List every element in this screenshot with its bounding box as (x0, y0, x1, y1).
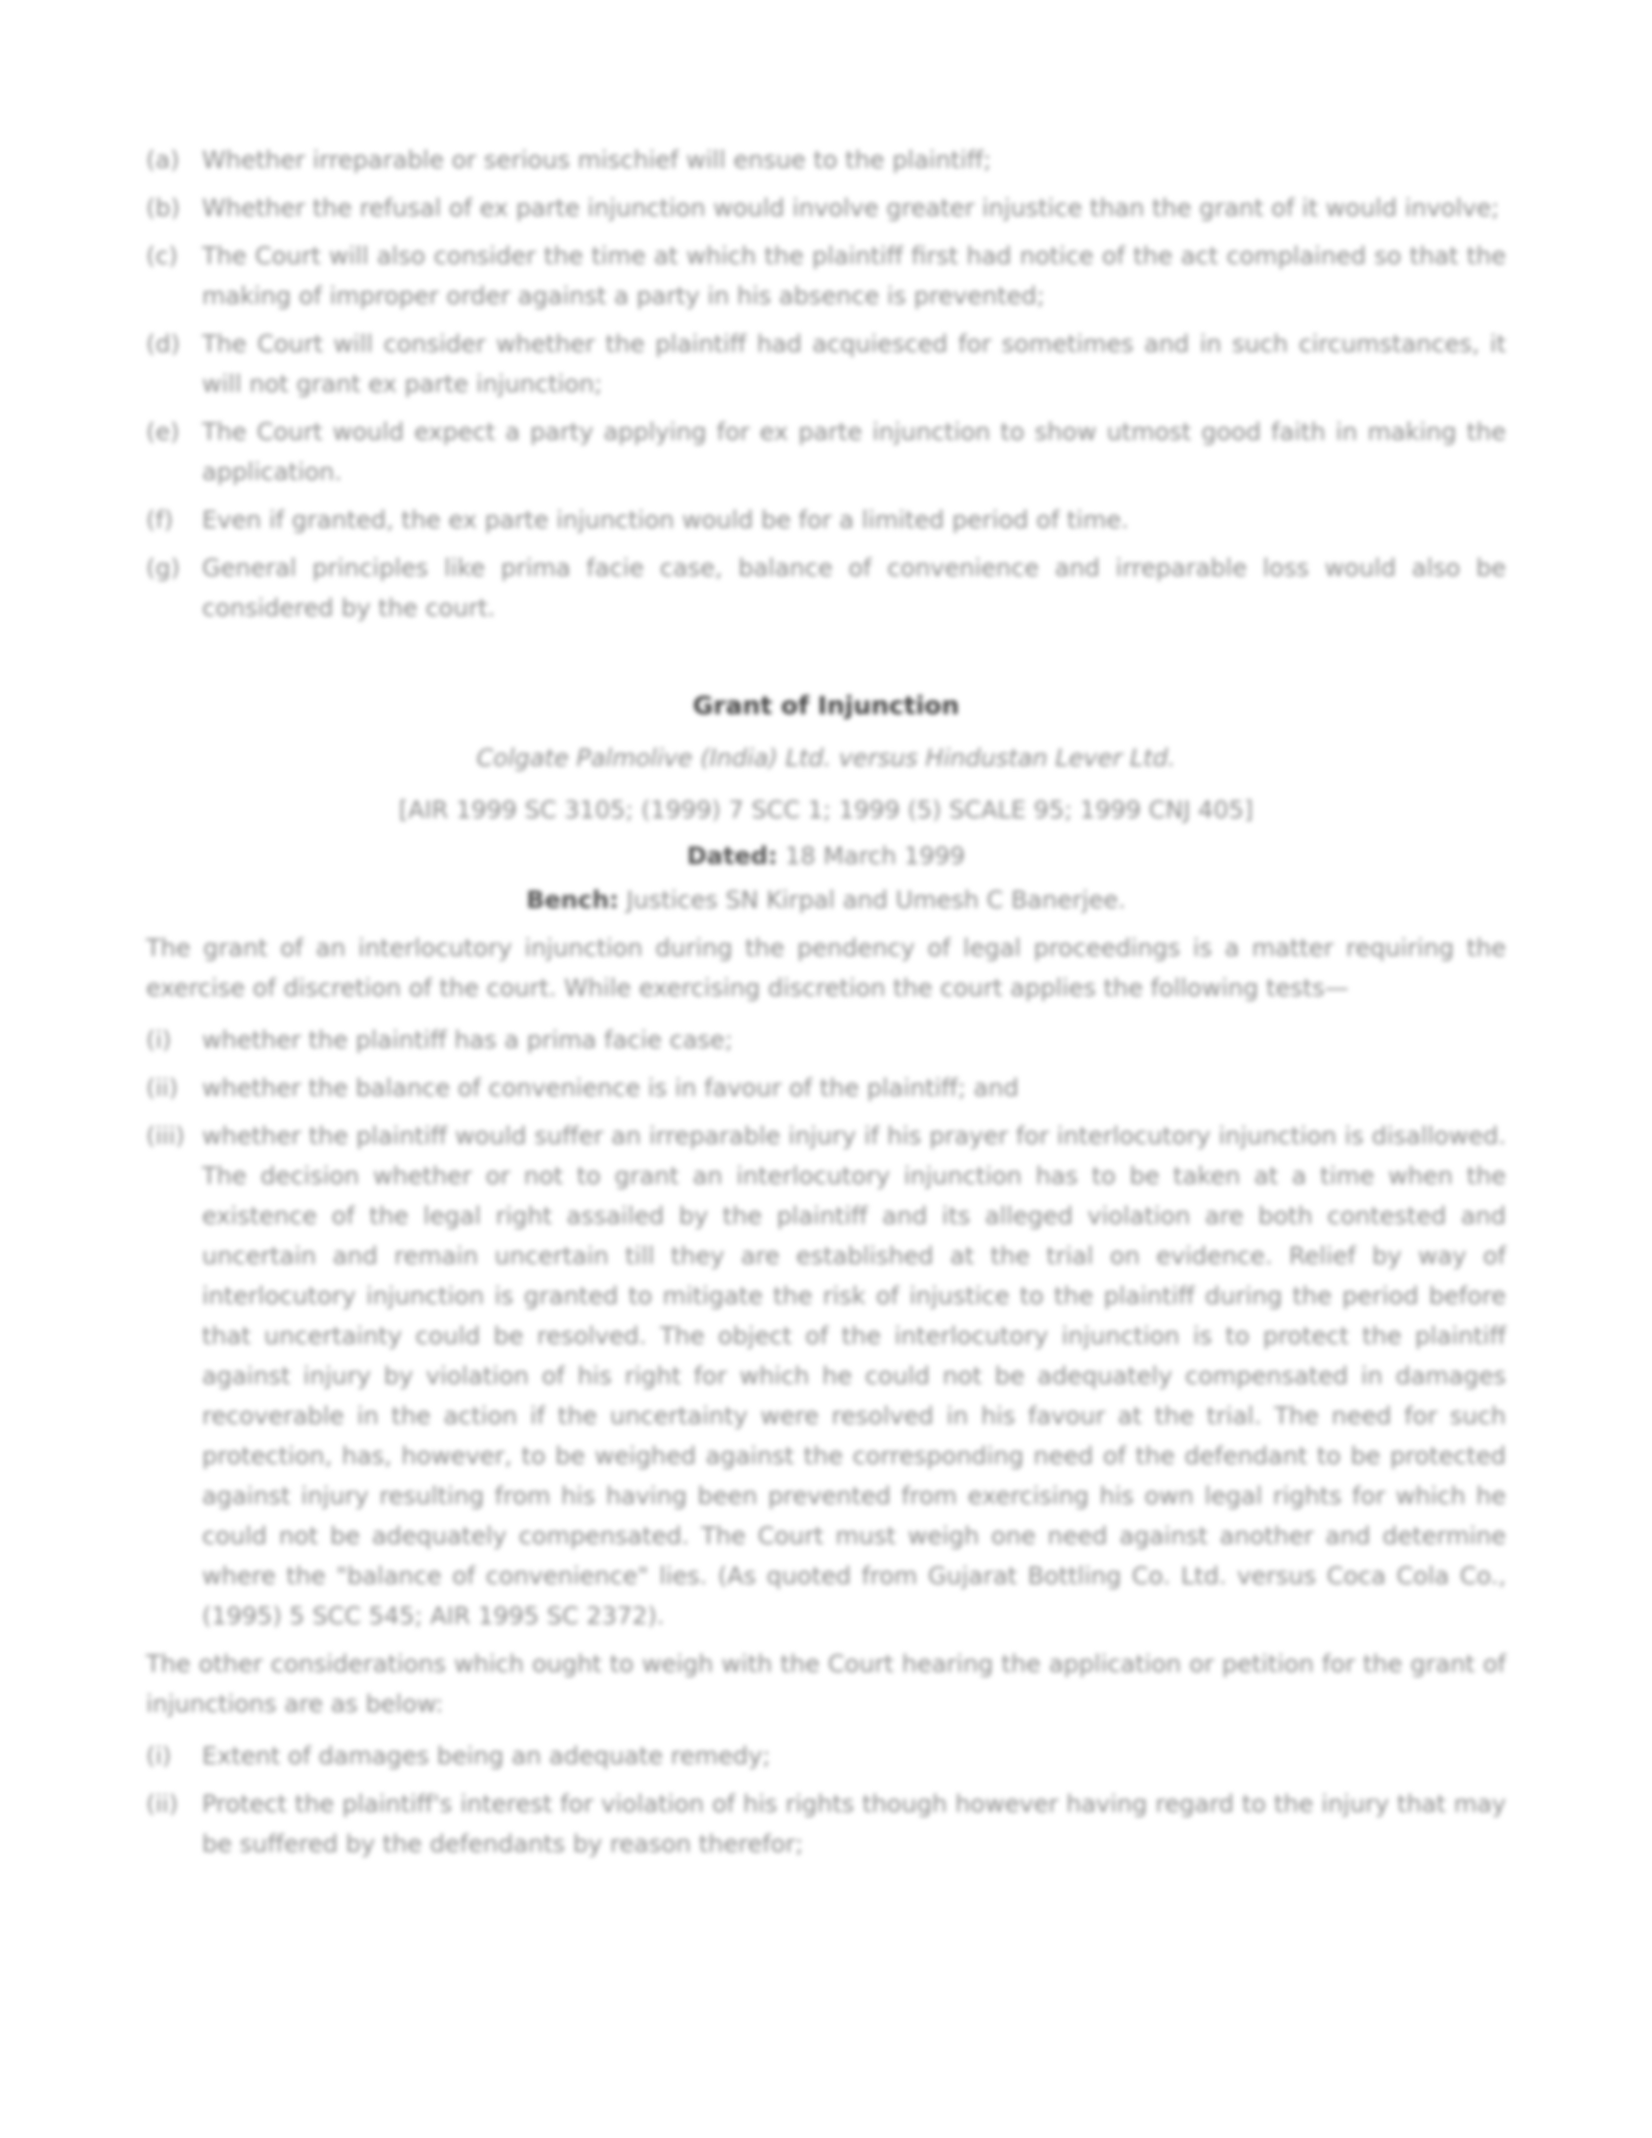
list-marker: (ii) (146, 1074, 179, 1102)
list-item (146, 1784, 1506, 1864)
list-marker: (g) (146, 554, 180, 582)
bench-label: Bench: (526, 886, 619, 914)
list-item-text: The Court will also consider the time at which the plaintiff first had notice of the act complained so that the making of improper order against a party in his absence is prevented; (202, 242, 1506, 310)
list-marker: (a) (146, 146, 180, 174)
list-item (146, 1068, 1506, 1108)
list-item (146, 1020, 1506, 1060)
list-item-text: Whether the refusal of ex parte injunction would involve greater injustice than the grant of it would involve; (202, 194, 1500, 222)
list-item-text: The Court would expect a party applying for ex parte injunction to show utmost good faith in making the application. (202, 418, 1506, 486)
list-marker: (d) (146, 330, 180, 358)
list-item-text: Extent of damages being an adequate remedy; (202, 1742, 771, 1770)
list-item-text: whether the balance of convenience is in favour of the plaintiff; and (202, 1074, 1019, 1102)
list-marker: (i) (146, 1742, 172, 1770)
list-item (146, 548, 1506, 628)
tests-list (146, 1020, 1506, 1636)
case-title: Colgate Palmolive (India) Ltd. versus Hindustan Lever Ltd. (476, 744, 1176, 772)
list-item (146, 1736, 1506, 1776)
bench-value: Justices SN Kirpal and Umesh C Banerjee. (626, 886, 1126, 914)
list-marker: (b) (146, 194, 180, 222)
list-item (146, 188, 1506, 228)
case-bench (146, 880, 1506, 920)
list-item (146, 1116, 1506, 1636)
list-marker: (e) (146, 418, 180, 446)
list-marker: (ii) (146, 1790, 179, 1818)
list-item (146, 236, 1506, 316)
ex-parte-conditions-list (146, 140, 1506, 628)
dated-label: Dated: (686, 842, 778, 870)
case-citation: [AIR 1999 SC 3105; (1999) 7 SCC 1; 1999 (5) SCALE 95; 1999 CNJ 405] (398, 796, 1254, 824)
case-date (146, 836, 1506, 876)
list-item-text: Even if granted, the ex parte injunction would be for a limited period of time. (202, 506, 1129, 534)
list-marker: (f) (146, 506, 174, 534)
dated-value: 18 March 1999 (785, 842, 966, 870)
list-item-text: General principles like prima facie case, balance of convenience and irreparable loss would also be considered by the court. (202, 554, 1506, 622)
list-marker: (i) (146, 1026, 172, 1054)
list-item (146, 412, 1506, 492)
list-item-text: The Court will consider whether the plaintiff had acquiesced for sometimes and in such circumstances, it will not grant ex parte injunction; (202, 330, 1506, 398)
intro-paragraph: The grant of an interlocutory injunction during the pendency of legal proceedings is a matter requiring the exercise of discretion of the court. While exercising discretion the court applies the following tests— (146, 934, 1506, 1002)
list-item (146, 140, 1506, 180)
list-marker: (c) (146, 242, 178, 270)
list-item (146, 500, 1506, 540)
list-item-text: whether the plaintiff would suffer an irreparable injury if his prayer for interlocutory injunction is disallowed. The decision whether or not to grant an interlocutory injunction has to be taken at a time when the existence of the legal right assailed by the plaintiff and its alleged violation are both contested and uncertain and remain uncertain till they are established at the trial on evidence. Relief by way of interlocutory injunction is granted to mitigate the risk of injustice to the plaintiff during the period before that uncertainty could be resolved. The object of the interlocutory injunction is to protect the plaintiff against injury by violation of his right for which he could not be adequately compensated in damages recoverable in the action if the uncertainty were resolved in his favour at the trial. The need for such protection, has, however, to be weighed against the corresponding need of the defendant to be protected against injury resulting from his having been prevented from exercising his own legal rights for which he could not be adequately compensated. The Court must weigh one need against another and determine where the "balance of convenience" lies. (As quoted from Gujarat Bottling Co. Ltd. versus Coca Cola Co., (1995) 5 SCC 545; AIR 1995 SC 2372). (202, 1122, 1506, 1630)
considerations-paragraph: The other considerations which ought to weigh with the Court hearing the application or petition for the grant of injunctions are as below: (146, 1650, 1506, 1718)
list-item-text: whether the plaintiff has a prima facie case; (202, 1026, 733, 1054)
section-heading: Grant of Injunction (692, 691, 960, 720)
document-content (146, 140, 1506, 1872)
list-item-text: Whether irreparable or serious mischief will ensue to the plaintiff; (202, 146, 992, 174)
list-item-text: Protect the plaintiff's interest for violation of his rights though however having regard to the injury that may be suffered by the defendants by reason therefor; (202, 1790, 1506, 1858)
list-marker: (iii) (146, 1122, 185, 1150)
considerations-list (146, 1736, 1506, 1864)
list-item (146, 324, 1506, 404)
